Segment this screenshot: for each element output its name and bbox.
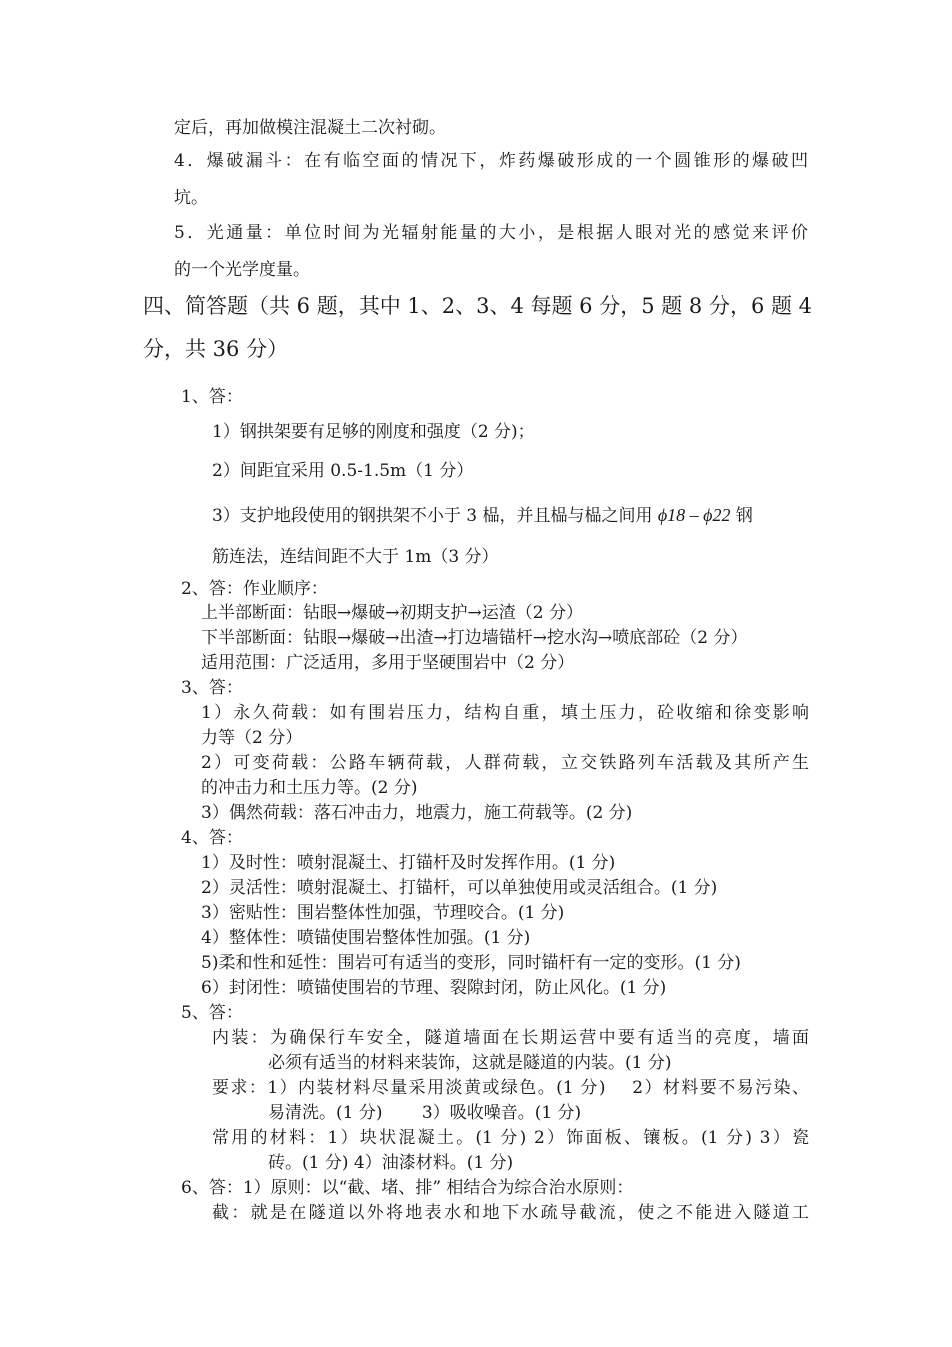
answer-5-requirements-line2: 易清洗。(1 分) 3）吸收噪音。(1 分): [268, 1103, 582, 1123]
answer-2-lower: 下半部断面：钻眼→爆破→出渣→打边墙锚杆→挖水沟→喷底部砼（2 分）: [201, 628, 748, 648]
definition-4-line2: 坑。: [174, 188, 208, 208]
answer-2-scope: 适用范围：广泛适用，多用于坚硬围岩中（2 分）: [201, 653, 575, 673]
definition-5-line2: 的一个光学度量。: [174, 260, 310, 280]
answer-5-materials-line2: 砖。(1 分) 4）油漆材料。(1 分): [268, 1153, 514, 1173]
answer-4-head: 4、答：: [181, 828, 243, 848]
answer-3-head: 3、答：: [181, 678, 243, 698]
answer-5-head: 5、答：: [181, 1003, 243, 1023]
bar-diameter-formula: ϕ18 – ϕ22: [657, 505, 731, 525]
answer-4-item: 3）密贴性：围岩整体性加强，节理咬合。(1 分): [201, 903, 565, 923]
answer-1-item-3-end: 钢: [735, 506, 753, 526]
definition-5-line1: 5．光通量：单位时间为光辐射能量的大小，是根据人眼对光的感觉来评价: [174, 223, 808, 243]
answer-1-item-3-cont: 筋连法，连结间距不大于 1m（3 分）: [212, 547, 499, 567]
answer-5-requirements-line1: 要求：1）内装材料尽量采用淡黄或绿色。(1 分) 2）材料要不易污染、: [212, 1078, 809, 1098]
answer-3-item-3: 3）偶然荷载：落石冲击力，地震力，施工荷载等。(2 分): [201, 803, 633, 823]
answer-3-item-1-line1: 1）永久荷载：如有围岩压力，结构自重，填土压力，砼收缩和徐变影响: [201, 703, 809, 723]
answer-5-interior-line1: 内装：为确保行车安全，隧道墙面在长期运营中要有适当的亮度，墙面: [212, 1028, 809, 1048]
definition-continuation: 定后，再加做模注混凝土二次衬砌。: [174, 118, 446, 138]
answer-1-item-2: 2）间距宜采用 0.5-1.5m（1 分）: [212, 461, 474, 481]
answer-3-item-2-line1: 2）可变荷载：公路车辆荷载，人群荷载，立交铁路列车活载及其所产生: [201, 753, 809, 773]
section-4-heading-line2: 分，共 36 分）: [143, 337, 289, 361]
definition-4-line1: 4．爆破漏斗：在有临空面的情况下，炸药爆破形成的一个圆锥形的爆破凹: [174, 151, 808, 171]
answer-3-item-2-line2: 的冲击力和土压力等。(2 分): [201, 778, 418, 798]
answer-5-materials-line1: 常用的材料：1）块状混凝土。(1 分) 2）饰面板、镶板。(1 分) 3）瓷: [212, 1128, 809, 1148]
answer-6-head: 6、答：1）原则：以“截、堵、排” 相结合为综合治水原则：: [181, 1178, 634, 1198]
answer-4-item: 1）及时性：喷射混凝土、打锚杆及时发挥作用。(1 分): [201, 853, 616, 873]
answer-4-item: 5)柔和性和延性：围岩可有适当的变形，同时锚杆有一定的变形。(1 分): [201, 953, 741, 973]
answer-1-item-1: 1）钢拱架要有足够的刚度和强度（2 分)；: [212, 422, 535, 442]
answer-2-upper: 上半部断面：钻眼→爆破→初期支护→运渣（2 分）: [201, 603, 583, 623]
answer-2-head: 2、答：作业顺序：: [181, 579, 328, 599]
answer-3-item-1-line2: 力等（2 分）: [201, 728, 303, 748]
answer-6-intercept: 截：就是在隧道以外将地表水和地下水疏导截流，使之不能进入隧道工: [212, 1203, 809, 1223]
answer-5-interior-line2: 必须有适当的材料来装饰，这就是隧道的内装。(1 分): [268, 1053, 672, 1073]
answer-4-item: 6）封闭性：喷锚使围岩的节理、裂隙封闭，防止风化。(1 分): [201, 978, 667, 998]
answer-1-item-3-text: 3）支护地段使用的钢拱架不小于 3 榀，并且榀与榀之间用: [212, 506, 653, 526]
answer-4-item: 4）整体性：喷锚使围岩整体性加强。(1 分): [201, 928, 531, 948]
answer-1-item-3: [212, 504, 753, 527]
answer-4-item: 2）灵活性：喷射混凝土、打锚杆，可以单独使用或灵活组合。(1 分): [201, 878, 718, 898]
section-4-heading-line1: 四、简答题（共 6 题，其中 1、2、3、4 每题 6 分，5 题 8 分，6 题 4: [143, 294, 813, 318]
answer-1-head: 1、答：: [181, 387, 243, 407]
